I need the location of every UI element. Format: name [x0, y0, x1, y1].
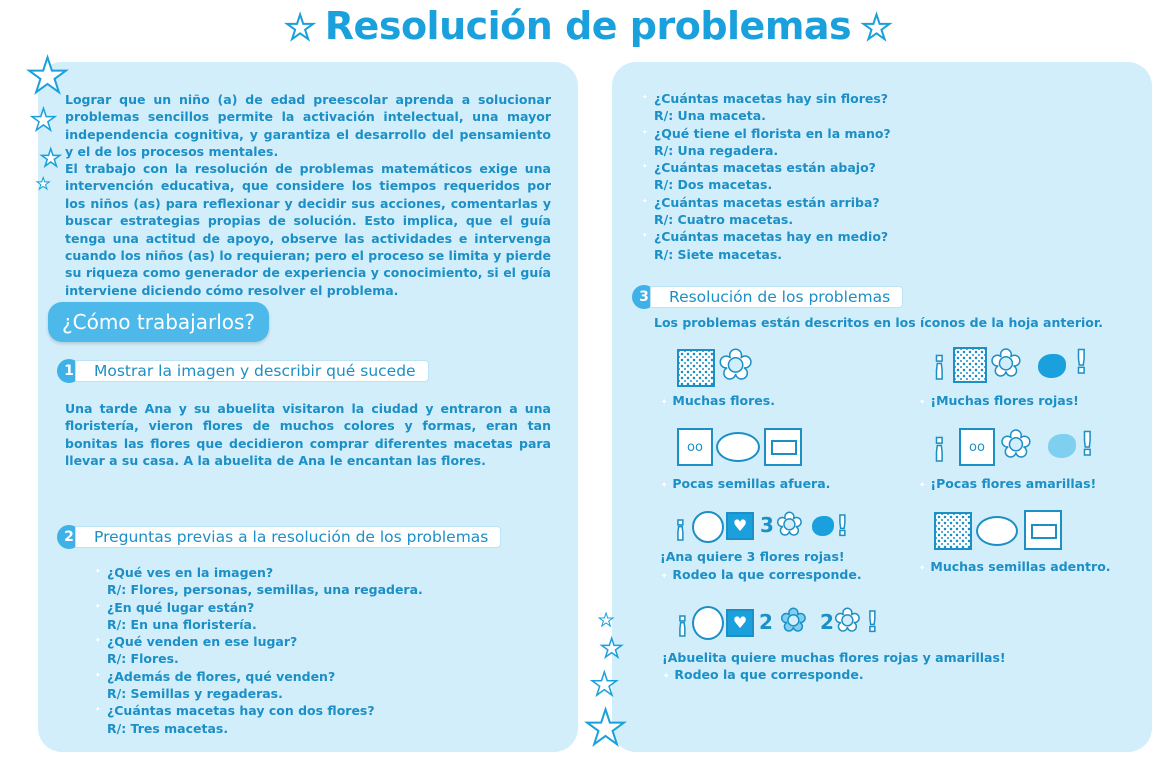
question: ✦ ¿Cuántas macetas hay sin flores? [654, 90, 1094, 107]
deco-star-icon: ★ [36, 174, 51, 193]
section-number: 1 [57, 359, 81, 383]
questions-list-right [654, 90, 1094, 263]
section-2-header [57, 525, 517, 547]
star-bullet-icon: ✦ [660, 480, 669, 491]
problem-7-instruction [662, 667, 864, 682]
answer: R/: Flores. [107, 651, 179, 667]
problem-text: Rodeo la que corresponde. [674, 667, 864, 682]
problem-text: ¡Muchas flores rojas! [930, 393, 1079, 408]
exclamation-open-icon: ¡ [674, 509, 687, 542]
seed-tray-icon [1024, 510, 1062, 550]
yellow-paint-icon [1048, 434, 1076, 458]
flower-icon: ✿ [1000, 422, 1032, 466]
question: ✦ ¿Qué venden en ese lugar? [107, 633, 527, 650]
how-to-heading: ¿Cómo trabajarlos? [48, 302, 269, 342]
section-3-intro: Los problemas están descritos en los íconos de la hoja anterior. [654, 315, 1103, 330]
star-bullet-icon: ✦ [918, 563, 927, 574]
star-bullet-icon: ✦ [918, 480, 927, 491]
answer: R/: Una regadera. [654, 142, 779, 158]
many-seeds-icon [677, 349, 715, 387]
answer: R/: Dos macetas. [654, 177, 773, 193]
number-two: 2 [820, 610, 834, 634]
answer: R/: Una maceta. [654, 108, 766, 124]
grandma-face-icon [692, 606, 724, 640]
star-bullet-icon: ✦ [918, 397, 927, 408]
heart-icon: ♥ [726, 609, 754, 637]
flower-icon: ✿ [776, 505, 803, 543]
deco-star-icon: ★ [26, 48, 70, 104]
exclamation-close-icon: ! [836, 509, 849, 542]
questions-list-left [107, 564, 527, 737]
problem-2-label [918, 393, 1079, 408]
red-flower-icon: ✿ [780, 601, 807, 639]
question: ✦ ¿Cuántas macetas están abajo? [654, 159, 1094, 176]
problem-text: ¡Pocas flores amarillas! [930, 476, 1097, 491]
yellow-flower-icon: ✿ [834, 601, 861, 639]
page-title [0, 4, 1176, 48]
tray-shape-icon [1031, 524, 1057, 539]
title-text: Resolución de problemas [324, 4, 852, 48]
many-seeds-icon [934, 512, 972, 550]
deco-star-icon: ★ [584, 700, 628, 756]
star-bullet-icon: ✦ [660, 397, 669, 408]
intro-paragraph-1: Lograr que un niño (a) de edad preescolar aprenda a solucionar problemas sencillos permite la activación intelectual, una mayor independencia cognitiva, y garantiza el desarrollo del pensamiento y el de los procesos mentales. [65, 92, 551, 160]
deco-star-icon: ★ [598, 610, 615, 631]
exclamation-close-icon: ! [1074, 343, 1089, 381]
question: ✦ ¿Qué tiene el florista en la mano? [654, 125, 1094, 142]
problem-4-label [918, 476, 1096, 491]
number-two: 2 [759, 610, 773, 634]
answer: R/: En una floristería. [107, 616, 257, 632]
section-number: 2 [57, 525, 81, 549]
section-number: 3 [632, 285, 656, 309]
section-title: Mostrar la imagen y describir qué sucede [75, 360, 429, 382]
seed-tray-icon [764, 428, 802, 466]
red-paint-icon [812, 516, 834, 536]
star-bullet-icon: ✦ [660, 571, 669, 582]
problem-text: Pocas semillas afuera. [672, 476, 831, 491]
title-star-right-icon: ★ [861, 8, 892, 48]
seed-dots-icon: oo [969, 440, 985, 455]
problem-6-label [918, 559, 1111, 574]
question: ✦ ¿Cuántas macetas están arriba? [654, 194, 1094, 211]
inside-oval-icon [976, 516, 1018, 546]
section-1-text: Una tarde Ana y su abuelita visitaron la ciudad y entraron a una floristería, vieron flores de muchos colores y formas, eran tan bonitas las flores que decidieron comprar diferentes macetas para llevar a su casa. A la abuelita de Ana le encantan las flores. [65, 401, 551, 469]
intro-paragraph-2: El trabajo con la resolución de problemas matemáticos exige una intervención educativa, que considere los tiempos requeridos por los niños (as) para reflexionar y decidir sus acciones, comentarlas y buscar estrategias propias de solución. Esto implica, que el guía tenga una actitud de apoyo, observe las actividades e intervenga cuando los niños (as) lo requieran; pero el proceso se limita y pierde su riqueza como generador de experiencia y conocimiento, si el guía interviene diciendo cómo resolver el problema. [65, 161, 551, 298]
exclamation-open-icon: ¡ [932, 343, 947, 381]
few-seeds-icon [677, 428, 713, 466]
star-bullet-icon: ✦ [662, 671, 671, 682]
problem-text: Muchas semillas adentro. [930, 559, 1111, 574]
deco-star-icon: ★ [40, 144, 62, 172]
problem-5-instruction [660, 567, 862, 582]
problem-text: Muchas flores. [672, 393, 775, 408]
ana-face-icon [692, 511, 724, 543]
problem-7-label: ¡Abuelita quiere muchas flores rojas y amarillas! [662, 650, 1006, 665]
exclamation-open-icon: ¡ [676, 605, 689, 638]
title-star-left-icon: ★ [284, 8, 315, 48]
section-title: Resolución de los problemas [650, 286, 903, 308]
deco-star-icon: ★ [30, 103, 57, 138]
problem-1-label [660, 393, 775, 408]
question: ✦ ¿Cuántas macetas hay en medio? [654, 228, 1094, 245]
exclamation-close-icon: ! [1080, 425, 1095, 463]
many-seeds-icon [953, 347, 987, 383]
problem-5-label: ¡Ana quiere 3 flores rojas! [660, 549, 845, 564]
question: ✦ ¿Cuántas macetas hay con dos flores? [107, 702, 527, 719]
problem-text: Rodeo la que corresponde. [672, 567, 862, 582]
question: ✦ ¿En qué lugar están? [107, 599, 527, 616]
section-1-header [57, 359, 457, 381]
heart-icon: ♥ [726, 512, 754, 540]
exclamation-open-icon: ¡ [932, 425, 947, 463]
answer: R/: Flores, personas, semillas, una regadera. [107, 582, 423, 598]
tray-shape-icon [771, 440, 797, 455]
question: ✦ ¿Qué ves en la imagen? [107, 564, 527, 581]
flower-icon: ✿ [990, 341, 1022, 385]
answer: R/: Semillas y regaderas. [107, 686, 283, 702]
problem-3-label [660, 476, 830, 491]
flower-icon: ✿ [718, 340, 754, 389]
number-three: 3 [760, 513, 774, 537]
seed-dots-icon: oo [687, 440, 703, 455]
exclamation-close-icon: ! [866, 605, 879, 638]
section-3-header [632, 285, 932, 307]
answer: R/: Siete macetas. [654, 246, 783, 262]
outside-oval-icon [716, 432, 760, 462]
section-title: Preguntas previas a la resolución de los problemas [75, 526, 501, 548]
deco-star-icon: ★ [590, 665, 619, 703]
deco-star-icon: ★ [600, 634, 624, 664]
few-items-icon [959, 428, 995, 466]
answer: R/: Cuatro macetas. [654, 212, 794, 228]
question: ✦ ¿Además de flores, qué venden? [107, 668, 527, 685]
red-paint-icon [1038, 354, 1066, 378]
answer: R/: Tres macetas. [107, 720, 229, 736]
